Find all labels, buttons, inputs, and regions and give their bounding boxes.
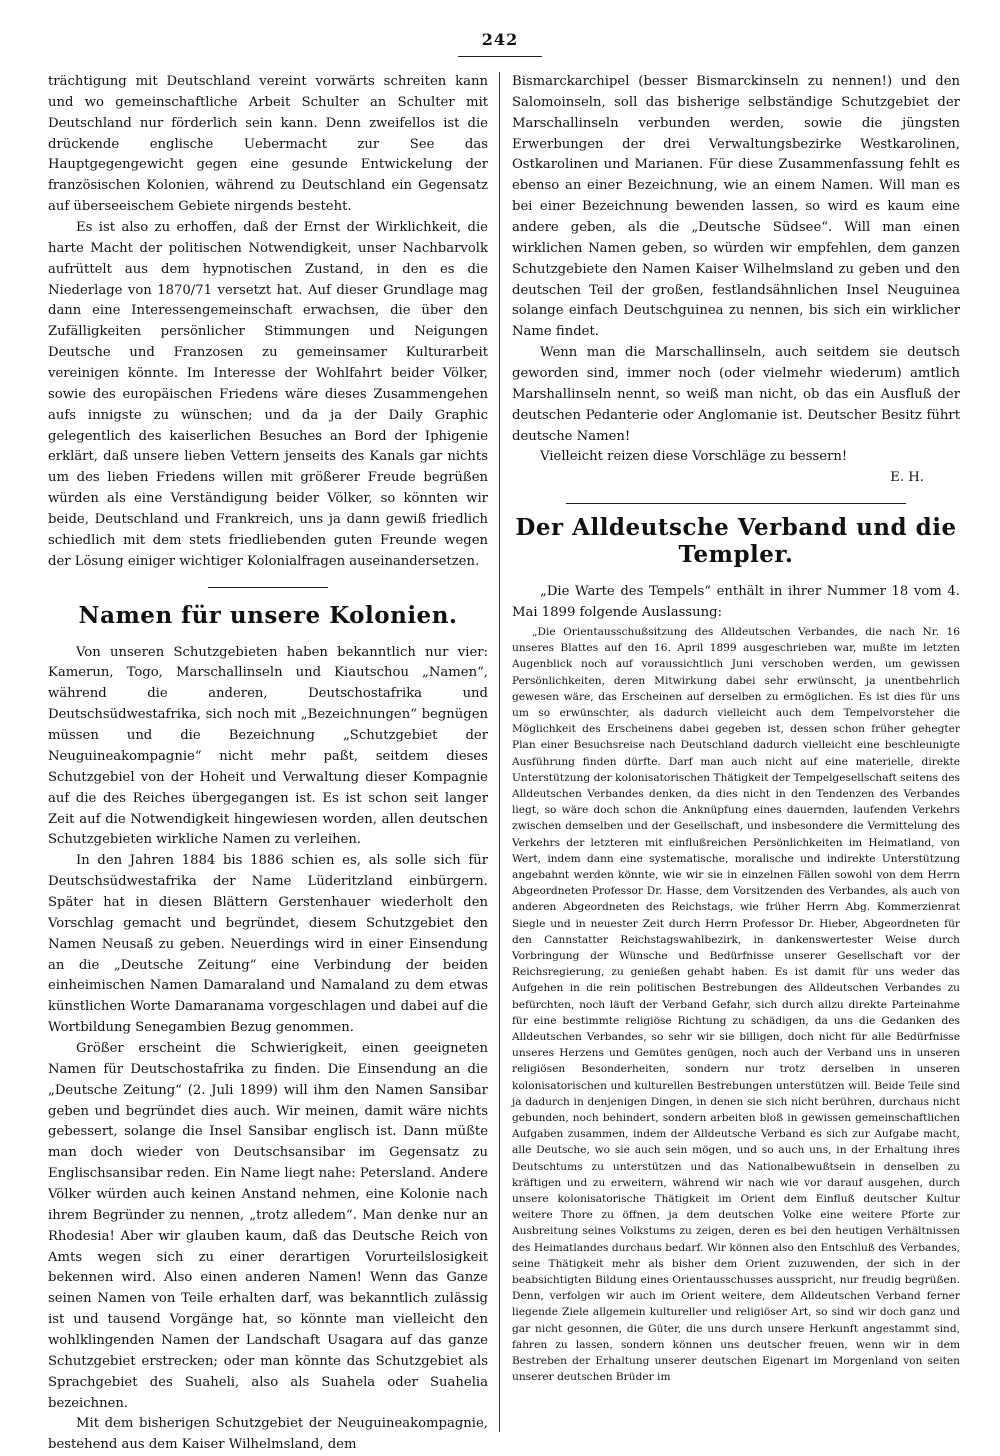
left-column (48, 72, 488, 1453)
section-divider (208, 587, 328, 588)
page-number: 242 (481, 30, 519, 49)
colonies-paragraph-5: Bismarckarchipel (besser Bismarckinseln zu nennen!) und den Salomoinseln, soll das bisherige selbständige Schutzgebiet der Marschallinseln verbunden werden, sowie die jüngsten Erwerbungen der drei Verwaltungsbezirke Westkarolinen, Ostkarolinen und Marianen. Für diese Zusammenfassung fehlt es ebenso an einer Bezeichnung, wie an einem Namen. Will man es bei einer Bezeichnung bewenden lassen, so wird es kaum eine andere geben, als die „Deutsche Südsee“. Will man einen wirklichen Namen geben, so würden wir empfehlen, dem ganzen Schutzgebiete den Namen Kaiser Wilhelmsland zu geben und den deutschen Teil der großen, festlandsähnlichen Insel Neuguinea solange einfach Deutschguinea zu nennen, bis sich ein wirklicher Name findet. (512, 74, 960, 340)
author-signature: E. H. (890, 470, 924, 486)
colonies-paragraph-1: Von unseren Schutzgebieten haben bekanntlich nur vier: Kamerun, Togo, Marschallinseln und Kiautschou „Namen“, während die anderen, Deutschostafrika und Deutschsüdwestafrika, sich noch mit „Bezeichnungen“ begnügen müssen und die Bezeichnung „Schutzgebiet der Neuguineakompagnie“ nicht mehr paßt, seitdem dieses Schutzgebiel von der Hoheit und Verwaltung dieser Kompagnie auf die des Reiches übergegangen ist. Es ist schon seit langer Zeit auf die Notwendigkeit hingewiesen worden, allen deutschen Schutzgebieten wirkliche Namen zu verleihen. (48, 644, 488, 848)
continuation-paragraph-2: Es ist also zu erhoffen, daß der Ernst der Wirklichkeit, die harte Macht der politischen Notwendigkeit, unser Nachbarvolk aufrüttelt aus dem hypnotischen Zustand, in den es die Niederlage von 1870/71 versetzt hat. Auf dieser Grundlage mag dann eine Interessengemeinschaft erwachsen, die über den Zufälligkeiten persönlicher Stimmungen und Neigungen Deutsche und Franzosen zu gemeinsamer Kulturarbeit vereinigen könnte. Im Interesse der Wohlfahrt beider Völker, sowie des europäischen Friedens wäre dieses Zusammengehen aufs innigste zu wünschen; und da ja der Daily Graphic gelegentlich des kaiserlichen Besuches an Bord der Iphigenie erklärt, daß unsere lieben Vettern jenseits des Kanals gar nichts um des lieben Friedens willen mit größerer Freude begrüßen würden als eine Verständigung beider Völker, so könnten wir beide, Deutschland und Frankreich, uns ja dann gewiß friedlich schiedlich mit dem stets friedliebenden guten Freunde wegen der Lösung einiger wichtiger Kolonialfragen auseinandersetzen. (48, 220, 488, 569)
templer-quote: „Die Orientausschußsitzung des Alldeutschen Verbandes, die nach Nr. 16 unseres Blattes auf den 16. April 1899 ausgeschrieben war, mußte im letzten Augenblick noch auf voraussichtlich Juni verschoben werden, um gewissen Persönlichkeiten, deren Mitwirkung dabei sehr erwünscht, ja unentbehrlich gewesen wäre, das Erscheinen auf derselben zu ermöglichen. Es ist dies für uns um so erwünschter, als dadurch vielleicht auch dem Tempelvorsteher die Möglichkeit des Erscheinens dabei gegeben ist, dessen schon früher gehegter Plan einer Besuchsreise nach Deutschland dadurch vielleicht eine beschleunigte Ausführung finden dürfte. Darf man auch nicht auf eine materielle, direkte Unterstützung der kolonisatorischen Thätigkeit der Tempelgesellschaft seitens des Alldeutschen Verbandes denken, da dies nicht in den Tendenzen des Verbandes liegt, so wäre doch schon die Anknüpfung eines dauernden, laufenden Verkehrs zwischen demselben und der Gesellschaft, und insbesondere die Vermittelung des Verkehrs der letzteren mit einflußreichen Persönlichkeiten im Heimatland, von Wert, indem dann eine systematische, moralische und indirekte Unterstützung angebahnt werden könnte, wie wir sie in einzelnen Fällen sowohl von dem Herrn Abgeordneten Professor Dr. Hasse, dem Vorsitzenden des Verbandes, als auch von anderen Abgeordneten des Reichstags, wie früher Herrn Abg. Kommerzienrat Siegle und in neuester Zeit durch Herrn Professor Dr. Hieber, Abgeordneten für den Cannstatter Reichstagswahlbezirk, in dankenswertester Weise durch Vorbringung der Wünsche und Bedürfnisse unserer Gesellschaft vor der Reichsregierung, zu genießen gehabt haben. Es ist damit für uns weder das Aufgehen in die rein politischen Bestrebungen des Alldeutschen Verbandes zu befürchten, noch läuft der Verband Gefahr, sich durch allzu direkte Parteinahme für eine bestimmte religiöse Richtung zu schädigen, da uns die Gedanken des Alldeutschen Verbandes, so sehr wir sie billigen, doch nicht für alle Bedürfnisse unseres Herzens und Gemütes genügen, noch auch der Verband uns in unseren religiösen Besonderheiten, sondern nur trotz derselben in unseren kolonisatorischen und kulturellen Bestrebungen unterstützen will. Beide Teile sind ja dadurch in denjenigen Dingen, in denen sie sich nicht berühren, durchaus nicht gebunden, noch behindert, sondern arbeiten bloß in gewissen gemeinschaftlichen Aufgaben zusammen, indem der Alldeutsche Verband es sich zur Aufgabe macht, alle Deutsche, wo sie auch sein mögen, und so auch uns, in der Erhaltung ihres Deutschtums zu unterstützen und das Nationalbewußtsein in denselben zu kräftigen und zu erweitern, während wir nach wie vor darauf ausgehen, durch unsere kolonisatorische Thätigkeit im Orient dem Einfluß deutscher Kultur weitere Thore zu öffnen, ja dem deutschen Volke eine weitere Pforte zur Ausbreitung seines Volkstums zu zeigen, deren es bei den heutigen Verhältnissen des Heimatlandes durchaus bedarf. Wir können also den Entschluß des Verbandes, seine Thätigkeit mehr als bisher dem Orient zuzuwenden, der sich in der beabsichtigten Bildung eines Orientausschusses ausspricht, nur freudig begrüßen. Denn, verfolgen wir auch im Orient weitere, dem Alldeutschen Verband ferner liegende Ziele allgemein kultureller und religiöser Art, so sind wir doch ganz und gar nicht gesonnen, die Güter, die uns durch unsere Herkunft angestammt sind, fahren zu lassen, sondern können uns deutscher freuen, wenn wir in dem Bestreben der Erhaltung unserer deutschen Eigenart im Morgenland von seiten unserer deutschen Brüder im (512, 625, 960, 1384)
right-column (512, 72, 960, 1442)
templer-intro: „Die Warte des Tempels“ enthält in ihrer Nummer 18 vom 4. Mai 1899 folgende Auslassung: (512, 584, 960, 621)
colonies-paragraph-4: Mit dem bisherigen Schutzgebiet der Neuguineakompagnie, bestehend aus dem Kaiser Wilhelmsland, dem (48, 1416, 488, 1453)
section-divider-right (566, 503, 906, 504)
page-number-rule (458, 56, 542, 57)
article-title-templer: Der Alldeutsche Verband und die Templer. (515, 514, 957, 569)
colonies-paragraph-3: Größer erscheint die Schwierigkeit, einen geeigneten Namen für Deutschostafrika zu finden. Die Einsendung an die „Deutsche Zeitung“ (2. Juli 1899) will ihm den Namen Sansibar geben und begründet dies auch. Wir meinen, damit wäre nichts gebessert, solange die Insel Sansibar englisch ist. Dann müßte man doch wieder von Deutschsansibar im Gegensatz zu Englischsansibar reden. Ein Name liegt nahe: Petersland. Andere Völker würden auch keinen Anstand nehmen, eine Kolonie nach ihrem Begründer zu nennen, „trotz alledem“. Man denke nur an Rhodesia! Aber wir glauben kaum, daß das Deutsche Reich von Amts wegen sich zu einer derartigen Vorurteilslosigkeit bekennen wird. Also einen anderen Namen! Wenn das Ganze seinen Namen von Teile erhalten darf, was bekanntlich zulässig ist und tausend Vorgänge hat, so könnte man vielleicht den wohlklingenden Namen der Landschaft Usagara auf das ganze Schutzgebiet erstrecken; oder man könnte das Schutzgebiet als Sprachgebiet des Suaheli, also als Suahela oder Suahelia bezeichnen. (48, 1040, 488, 1411)
colonies-paragraph-2: In den Jahren 1884 bis 1886 schien es, als solle sich für Deutschsüdwestafrika der Name Lüderitzland einbürgern. Später hat in diesen Blättern Gerstenhauer wiederholt den Vorschlag gemacht und begründet, diesem Schutzgebiet den Namen Neusaß zu geben. Neuerdings wird in einer Einsendung an die „Deutsche Zeitung“ eine Verbindung der beiden einheimischen Namen Damaraland und Namaland zu dem etwas künstlichen Worte Damaranama vorgeschlagen und dabei auf die Wortbildung Senegambien Bezug genommen. (48, 853, 488, 1036)
article-title-colonies: Namen für unsere Kolonien. (78, 601, 458, 629)
colonies-paragraph-6: Wenn man die Marschallinseln, auch seitdem sie deutsch geworden sind, immer noch (oder vielmehr wiederum) amtlich Marshallinseln nennt, so weiß man nicht, ob das ein Ausfluß der deutschen Pedanterie oder Anglomanie ist. Deutscher Besitz führt deutsche Namen! (512, 345, 960, 444)
column-divider (499, 72, 500, 1432)
continuation-paragraph-1: trächtigung mit Deutschland vereint vorwärts schreiten kann und wo gemeinschaftliche Arbeit Schulter an Schulter mit Deutschland nur förderlich sein kann. Denn zweifellos ist die drückende englische Uebermacht zur See das Hauptgegengewicht gegen eine gesunde Entwickelung der französischen Kolonien, während zu Deutschland ein Gegensatz auf überseeischem Gebiete nirgends besteht. (48, 74, 488, 215)
colonies-paragraph-7: Vielleicht reizen diese Vorschläge zu bessern! (540, 449, 848, 465)
